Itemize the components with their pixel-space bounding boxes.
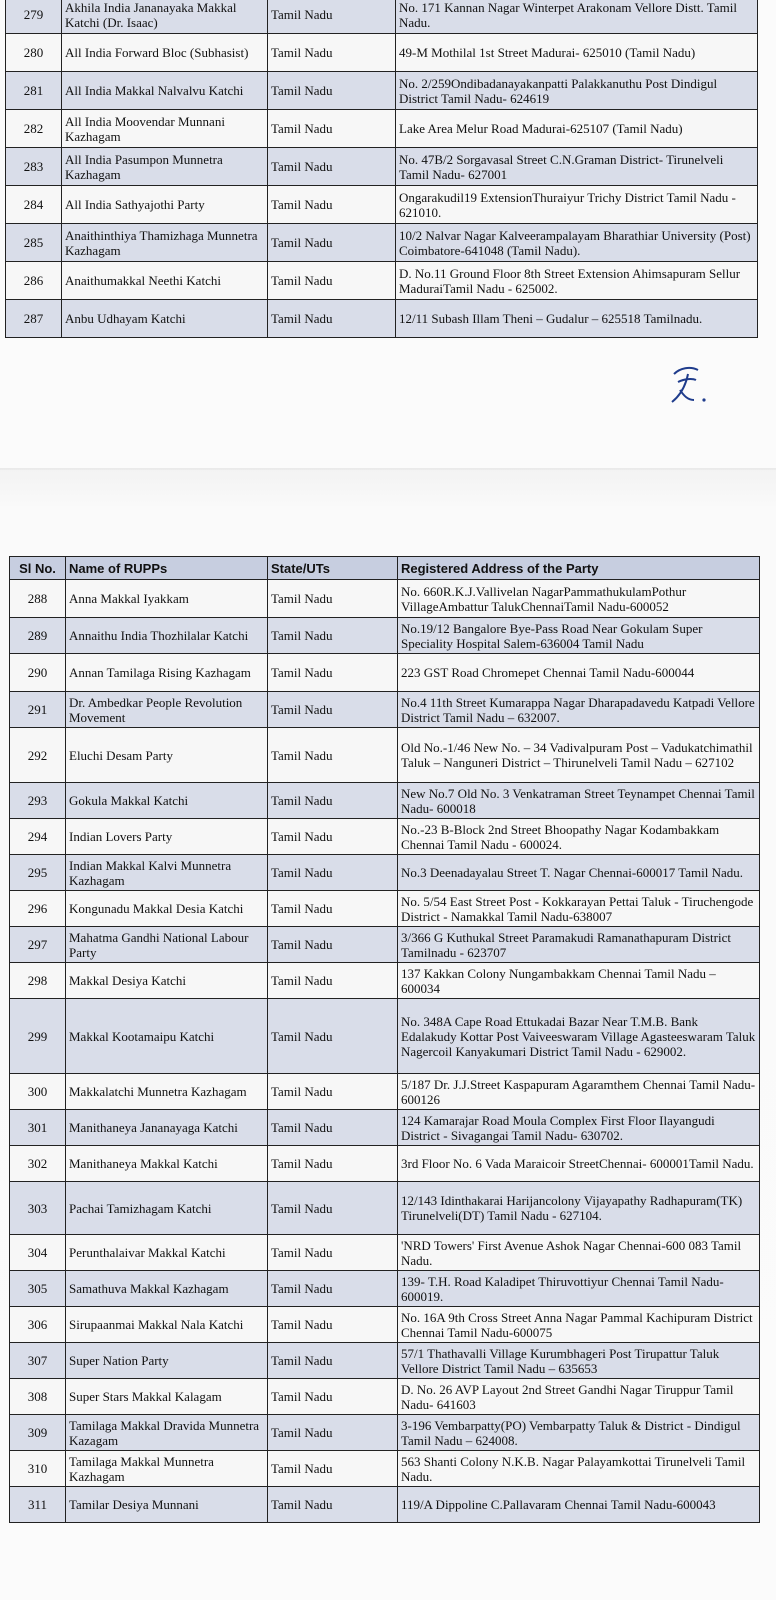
sl-no-cell: 296: [10, 891, 66, 927]
sl-no-cell: 304: [10, 1235, 66, 1271]
table-row: [6, 262, 758, 300]
table-row: [6, 34, 758, 72]
state-cell: Tamil Nadu: [268, 72, 396, 110]
state-cell: Tamil Nadu: [268, 1307, 398, 1343]
state-cell: Tamil Nadu: [268, 999, 398, 1074]
state-cell: Tamil Nadu: [268, 1343, 398, 1379]
address-cell: No.19/12 Bangalore Bye-Pass Road Near Gokulam Super Speciality Hospital Salem-636004 Tamil Nadu: [398, 618, 760, 654]
party-name-cell: Manithaneya Makkal Katchi: [66, 1146, 268, 1182]
table-row: [10, 1487, 760, 1523]
address-cell: No. 171 Kannan Nagar Winterpet Arakonam Vellore Distt. Tamil Nadu.: [396, 0, 758, 34]
party-name-cell: Tamilar Desiya Munnani: [66, 1487, 268, 1523]
table-row: [6, 224, 758, 262]
signature-initial: [668, 360, 712, 410]
party-name-cell: Makkal Kootamaipu Katchi: [66, 999, 268, 1074]
state-cell: Tamil Nadu: [268, 1379, 398, 1415]
table-row: [10, 819, 760, 855]
table-row: [10, 891, 760, 927]
party-table-part-1: [5, 0, 758, 338]
party-name-cell: All India Moovendar Munnani Kazhagam: [62, 110, 268, 148]
sl-no-cell: 305: [10, 1271, 66, 1307]
state-cell: Tamil Nadu: [268, 891, 398, 927]
state-cell: Tamil Nadu: [268, 1271, 398, 1307]
table-row: [10, 1451, 760, 1487]
sl-no-cell: 293: [10, 783, 66, 819]
party-name-cell: Dr. Ambedkar People Revolution Movement: [66, 692, 268, 728]
party-name-cell: Kongunadu Makkal Desia Katchi: [66, 891, 268, 927]
party-name-cell: Anna Makkal Iyakkam: [66, 580, 268, 618]
sl-no-cell: 297: [10, 927, 66, 963]
state-cell: Tamil Nadu: [268, 963, 398, 999]
table-row: [10, 618, 760, 654]
party-name-cell: Akhila India Jananayaka Makkal Katchi (Dr. Isaac): [62, 0, 268, 34]
table-row: [10, 1415, 760, 1451]
state-cell: Tamil Nadu: [268, 728, 398, 783]
party-name-cell: Annaithu India Thozhilalar Katchi: [66, 618, 268, 654]
table-row: [10, 927, 760, 963]
address-cell: D. No. 26 AVP Layout 2nd Street Gandhi Nagar Tiruppur Tamil Nadu- 641603: [398, 1379, 760, 1415]
state-cell: Tamil Nadu: [268, 148, 396, 186]
sl-no-cell: 294: [10, 819, 66, 855]
state-cell: Tamil Nadu: [268, 692, 398, 728]
sl-no-cell: 290: [10, 654, 66, 692]
table-row: [6, 110, 758, 148]
party-name-cell: Super Nation Party: [66, 1343, 268, 1379]
table-row: [10, 728, 760, 783]
state-cell: Tamil Nadu: [268, 580, 398, 618]
address-cell: Lake Area Melur Road Madurai-625107 (Tamil Nadu): [396, 110, 758, 148]
state-cell: Tamil Nadu: [268, 0, 396, 34]
address-cell: D. No.11 Ground Floor 8th Street Extension Ahimsapuram Sellur MaduraiTamil Nadu - 625002.: [396, 262, 758, 300]
party-name-cell: All India Sathyajothi Party: [62, 186, 268, 224]
header-party-name: Name of RUPPs: [66, 557, 268, 580]
address-cell: No.4 11th Street Kumarappa Nagar Dharapadavedu Katpadi Vellore District Tamil Nadu – 632007.: [398, 692, 760, 728]
state-cell: Tamil Nadu: [268, 300, 396, 338]
sl-no-cell: 283: [6, 148, 62, 186]
party-name-cell: Sirupaanmai Makkal Nala Katchi: [66, 1307, 268, 1343]
address-cell: 10/2 Nalvar Nagar Kalveerampalayam Bharathiar University (Post) Coimbatore-641048 (Tamil Nadu).: [396, 224, 758, 262]
table-row: [10, 1307, 760, 1343]
address-cell: 137 Kakkan Colony Nungambakkam Chennai Tamil Nadu – 600034: [398, 963, 760, 999]
address-cell: No. 660R.K.J.Vallivelan NagarPammathukulamPothur VillageAmbattur TalukChennaiTamil Nadu-600052: [398, 580, 760, 618]
table-row: [10, 1110, 760, 1146]
address-cell: No. 2/259Ondibadanayakanpatti Palakkanuthu Post Dindigul District Tamil Nadu- 624619: [396, 72, 758, 110]
table-row: [6, 0, 758, 34]
address-cell: 12/143 Idinthakarai Harijancolony Vijayapathy Radhapuram(TK) Tirunelveli(DT) Tamil Nadu - 627104.: [398, 1182, 760, 1235]
table-row: [10, 963, 760, 999]
party-name-cell: Eluchi Desam Party: [66, 728, 268, 783]
table-row: [6, 72, 758, 110]
state-cell: Tamil Nadu: [268, 186, 396, 224]
address-cell: No. 348A Cape Road Ettukadai Bazar Near T.M.B. Bank Edalakudy Kottar Post Vaiveeswaram Village Agasteeswaram Taluk Nagercoil Kanyakumari District Tamil Nadu - 629002.: [398, 999, 760, 1074]
address-cell: New No.7 Old No. 3 Venkatraman Street Teynampet Chennai Tamil Nadu- 600018: [398, 783, 760, 819]
address-cell: 124 Kamarajar Road Moula Complex First Floor Ilayangudi District - Sivagangai Tamil Nadu- 630702.: [398, 1110, 760, 1146]
table-row: [10, 855, 760, 891]
address-cell: No.3 Deenadayalau Street T. Nagar Chennai-600017 Tamil Nadu.: [398, 855, 760, 891]
table-row: [10, 783, 760, 819]
address-cell: No. 5/54 East Street Post - Kokkarayan Pettai Taluk - Tiruchengode District - Namakkal Tamil Nadu-638007: [398, 891, 760, 927]
table-row: [10, 999, 760, 1074]
address-cell: 563 Shanti Colony N.K.B. Nagar Palayamkottai Tirunelveli Tamil Nadu.: [398, 1451, 760, 1487]
party-name-cell: Mahatma Gandhi National Labour Party: [66, 927, 268, 963]
state-cell: Tamil Nadu: [268, 34, 396, 72]
party-name-cell: Manithaneya Jananayaga Katchi: [66, 1110, 268, 1146]
sl-no-cell: 298: [10, 963, 66, 999]
table-row: [10, 692, 760, 728]
address-cell: No. 16A 9th Cross Street Anna Nagar Pammal Kachipuram District Chennai Tamil Nadu-600075: [398, 1307, 760, 1343]
sl-no-cell: 302: [10, 1146, 66, 1182]
address-cell: 12/11 Subash Illam Theni – Gudalur – 625518 Tamilnadu.: [396, 300, 758, 338]
table-row: [10, 1146, 760, 1182]
table-row: [10, 1182, 760, 1235]
sl-no-cell: 309: [10, 1415, 66, 1451]
party-table-part-2: [9, 556, 760, 1523]
sl-no-cell: 308: [10, 1379, 66, 1415]
sl-no-cell: 291: [10, 692, 66, 728]
state-cell: Tamil Nadu: [268, 1110, 398, 1146]
address-cell: 119/A Dippoline C.Pallavaram Chennai Tamil Nadu-600043: [398, 1487, 760, 1523]
party-name-cell: Tamilaga Makkal Dravida Munnetra Kazagam: [66, 1415, 268, 1451]
state-cell: Tamil Nadu: [268, 1182, 398, 1235]
state-cell: Tamil Nadu: [268, 1235, 398, 1271]
state-cell: Tamil Nadu: [268, 783, 398, 819]
sl-no-cell: 307: [10, 1343, 66, 1379]
address-cell: 3-196 Vembarpatty(PO) Vembarpatty Taluk & District - Dindigul Tamil Nadu – 624008.: [398, 1415, 760, 1451]
sl-no-cell: 292: [10, 728, 66, 783]
party-name-cell: Super Stars Makkal Kalagam: [66, 1379, 268, 1415]
sl-no-cell: 279: [6, 0, 62, 34]
sl-no-cell: 303: [10, 1182, 66, 1235]
sl-no-cell: 311: [10, 1487, 66, 1523]
state-cell: Tamil Nadu: [268, 927, 398, 963]
state-cell: Tamil Nadu: [268, 1074, 398, 1110]
party-name-cell: Anaithinthiya Thamizhaga Munnetra Kazhagam: [62, 224, 268, 262]
state-cell: Tamil Nadu: [268, 110, 396, 148]
sl-no-cell: 280: [6, 34, 62, 72]
table-row: [6, 300, 758, 338]
table-row: [10, 654, 760, 692]
party-name-cell: Gokula Makkal Katchi: [66, 783, 268, 819]
party-name-cell: All India Forward Bloc (Subhasist): [62, 34, 268, 72]
party-table-body: [6, 0, 758, 338]
address-cell: 5/187 Dr. J.J.Street Kaspapuram Agaramthem Chennai Tamil Nadu- 600126: [398, 1074, 760, 1110]
address-cell: Ongarakudil19 ExtensionThuraiyur Trichy District Tamil Nadu - 621010.: [396, 186, 758, 224]
sl-no-cell: 310: [10, 1451, 66, 1487]
address-cell: No. 47B/2 Sorgavasal Street C.N.Graman District- Tirunelveli Tamil Nadu- 627001: [396, 148, 758, 186]
party-table-body: [10, 580, 760, 1523]
sl-no-cell: 300: [10, 1074, 66, 1110]
state-cell: Tamil Nadu: [268, 1415, 398, 1451]
state-cell: Tamil Nadu: [268, 819, 398, 855]
party-name-cell: Annan Tamilaga Rising Kazhagam: [66, 654, 268, 692]
sl-no-cell: 285: [6, 224, 62, 262]
sl-no-cell: 288: [10, 580, 66, 618]
table-row: [6, 186, 758, 224]
table-row: [10, 1271, 760, 1307]
table-row: [10, 1074, 760, 1110]
state-cell: Tamil Nadu: [268, 654, 398, 692]
sl-no-cell: 295: [10, 855, 66, 891]
party-name-cell: Samathuva Makkal Kazhagam: [66, 1271, 268, 1307]
state-cell: Tamil Nadu: [268, 618, 398, 654]
party-name-cell: All India Makkal Nalvalvu Katchi: [62, 72, 268, 110]
address-cell: Old No.-1/46 New No. – 34 Vadivalpuram Post – Vadukatchimathil Taluk – Nanguneri District – Thirunelveli Tamil Nadu – 627102: [398, 728, 760, 783]
address-cell: 3/366 G Kuthukal Street Paramakudi Ramanathapuram District Tamilnadu - 623707: [398, 927, 760, 963]
state-cell: Tamil Nadu: [268, 1146, 398, 1182]
table-row: [10, 1379, 760, 1415]
sl-no-cell: 301: [10, 1110, 66, 1146]
state-cell: Tamil Nadu: [268, 1451, 398, 1487]
header-sl-no: Sl No.: [10, 557, 66, 580]
state-cell: Tamil Nadu: [268, 855, 398, 891]
sl-no-cell: 282: [6, 110, 62, 148]
party-name-cell: Anaithumakkal Neethi Katchi: [62, 262, 268, 300]
party-name-cell: Perunthalaivar Makkal Katchi: [66, 1235, 268, 1271]
address-cell: 'NRD Towers' First Avenue Ashok Nagar Chennai-600 083 Tamil Nadu.: [398, 1235, 760, 1271]
party-name-cell: Makkal Desiya Katchi: [66, 963, 268, 999]
address-cell: 57/1 Thathavalli Village Kurumbhageri Post Tirupattur Taluk Vellore District Tamil Nadu – 635653: [398, 1343, 760, 1379]
party-name-cell: Indian Makkal Kalvi Munnetra Kazhagam: [66, 855, 268, 891]
table-row: [10, 1235, 760, 1271]
state-cell: Tamil Nadu: [268, 1487, 398, 1523]
party-name-cell: Anbu Udhayam Katchi: [62, 300, 268, 338]
table-header-row: [10, 557, 760, 580]
party-name-cell: Indian Lovers Party: [66, 819, 268, 855]
state-cell: Tamil Nadu: [268, 224, 396, 262]
sl-no-cell: 281: [6, 72, 62, 110]
address-cell: 49-M Mothilal 1st Street Madurai- 625010 (Tamil Nadu): [396, 34, 758, 72]
table-row: [6, 148, 758, 186]
address-cell: 223 GST Road Chromepet Chennai Tamil Nadu-600044: [398, 654, 760, 692]
sl-no-cell: 286: [6, 262, 62, 300]
table-row: [10, 580, 760, 618]
sl-no-cell: 287: [6, 300, 62, 338]
party-name-cell: Tamilaga Makkal Munnetra Kazhagam: [66, 1451, 268, 1487]
party-name-cell: Makkalatchi Munnetra Kazhagam: [66, 1074, 268, 1110]
party-name-cell: Pachai Tamizhagam Katchi: [66, 1182, 268, 1235]
address-cell: 3rd Floor No. 6 Vada Maraicoir StreetChennai- 600001Tamil Nadu.: [398, 1146, 760, 1182]
header-address: Registered Address of the Party: [398, 557, 760, 580]
state-cell: Tamil Nadu: [268, 262, 396, 300]
table-row: [10, 1343, 760, 1379]
sl-no-cell: 299: [10, 999, 66, 1074]
sl-no-cell: 306: [10, 1307, 66, 1343]
address-cell: No.-23 B-Block 2nd Street Bhoopathy Nagar Kodambakkam Chennai Tamil Nadu - 600024.: [398, 819, 760, 855]
sl-no-cell: 289: [10, 618, 66, 654]
party-name-cell: All India Pasumpon Munnetra Kazhagam: [62, 148, 268, 186]
address-cell: 139- T.H. Road Kaladipet Thiruvottiyur Chennai Tamil Nadu- 600019.: [398, 1271, 760, 1307]
header-state: State/UTs: [268, 557, 398, 580]
sl-no-cell: 284: [6, 186, 62, 224]
